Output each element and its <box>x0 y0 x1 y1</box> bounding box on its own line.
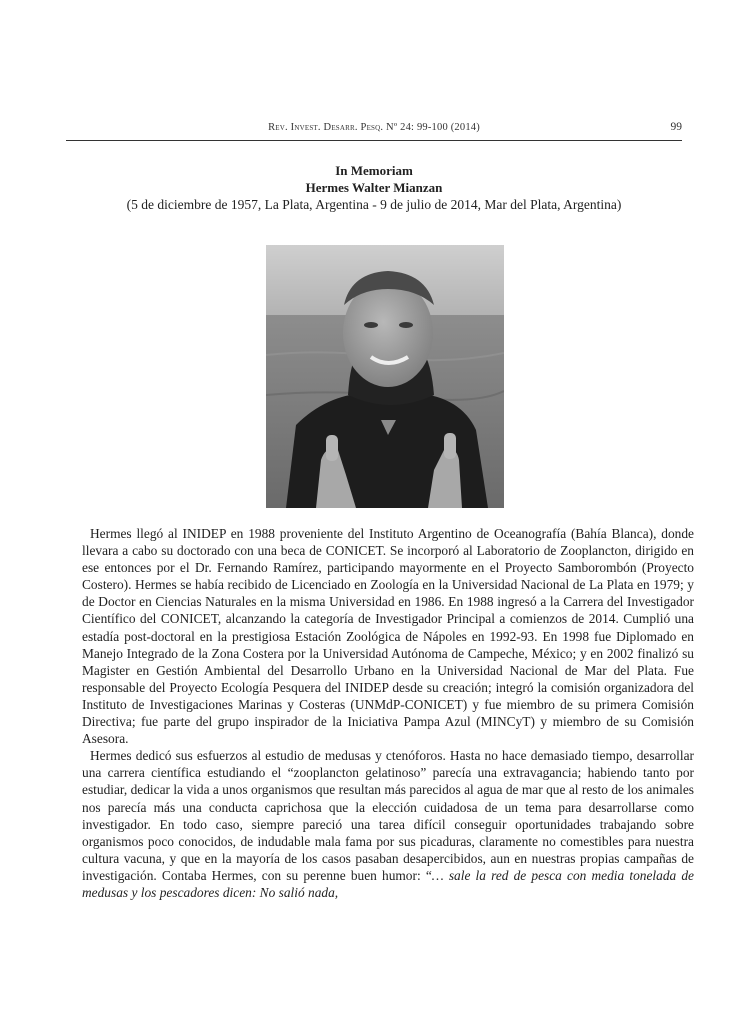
memoriam-heading: In Memoriam <box>335 163 413 178</box>
quote-fishermen: … sale la red de pesca con media tonelada de medusas y los pescadores dicen: No salió nada, <box>82 867 694 900</box>
title-block <box>66 163 682 214</box>
running-header <box>66 118 682 141</box>
page-number: 99 <box>670 121 682 133</box>
portrait-photo <box>266 245 504 508</box>
person-name: Hermes Walter Mianzan <box>305 180 443 195</box>
life-dates: (5 de diciembre de 1957, La Plata, Argentina - 9 de julio de 2014, Mar del Plata, Argentina) <box>126 197 622 212</box>
portrait-photo-icon <box>266 245 504 508</box>
paragraph-career: Hermes llegó al INIDEP en 1988 proveniente del Instituto Argentino de Oceanografía (Bahía Blanca), donde llevara a cabo su doctorado con una beca de CONICET. Se incorporó al Laboratorio de Zooplancton, dirigido en ese entonces por el Dr. Fernando Ramírez, participando mayormente en el Proyecto Samborombón (Proyecto Costero). Hermes se había recibido de Licenciado en Zoología en la Universidad Nacional de La Plata en 1979; y de Doctor en Ciencias Naturales en la misma Universidad en 1986. En 1988 ingresó a la Carrera del Investigador Científico del CONICET, alcanzando la categoría de Investigador Principal a comienzos de 2014. Cumplió una estadía post-doctoral en la prestigiosa Estación Zoológica de Nápoles en 1992-93. En 1998 fue Diplomado en Manejo Integrado de la Zona Costera por la Universidad Autónoma de Campeche, México; y en 2002 finalizó su Magister en Gestión Ambiental del Desarrollo Urbano en la Universidad Nacional de Mar del Plata. Fue responsable del Proyecto Ecología Pesquera del INIDEP desde su creación; integró la comisión organizadora del Instituto de Investigaciones Marinas y Costeras (UNMdP-CONICET) y fue miembro de su primera Comisión Directiva; fue parte del grupo inspirador de la Iniciativa Pampa Azul (MINCyT) y miembro de su Comisión Asesora. <box>82 526 694 747</box>
memorial-body-text <box>82 525 694 901</box>
paragraph-research <box>82 747 694 901</box>
journal-citation: Rev. Invest. Desarr. Pesq. Nº 24: 99-100 (2014) <box>268 122 480 133</box>
paragraph-research-text: Hermes dedicó sus esfuerzos al estudio de medusas y ctenóforos. Hasta no hace demasiado tiempo, desarrollar una carrera científica estudiando el “zooplancton gelatinoso” parecía una extravagancia; habiendo tanto por estudiar, dedicar la vida a unos organismos que resultan más parecidos al agua de mar que al resto de los animales nos parecía más una conducta caprichosa que la elección cuidadosa de un tema para desarrollarse como investigador. En todo caso, siempre pareció una tarea difícil conseguir oportunidades trabajando sobre organismos poco conocidos, de indudable mala fama por sus picaduras, claramente no comestibles para nuestra cultura vacuna, y que en la mayoría de los casos pasaban desapercibidos, aun en nuestras propias campañas de investigación. Contaba Hermes, con su perenne buen humor: “ <box>82 748 694 883</box>
